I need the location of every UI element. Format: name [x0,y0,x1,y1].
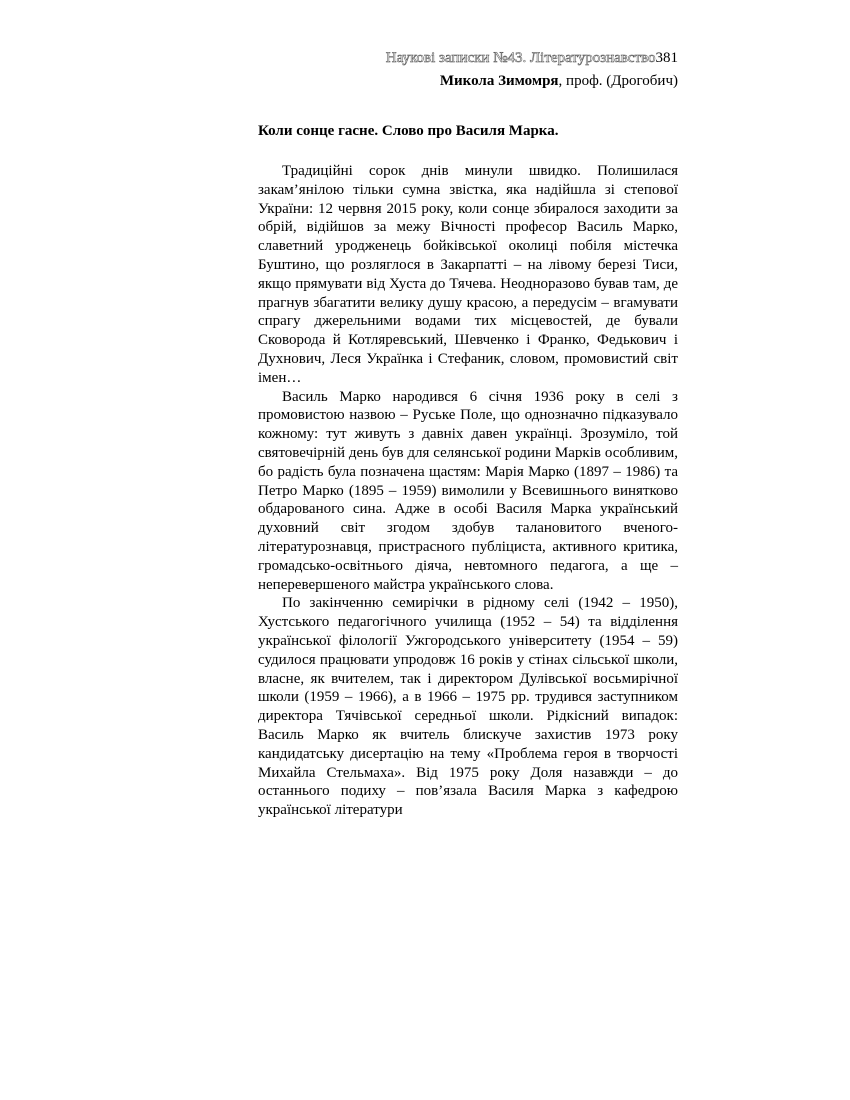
article-title: Коли сонце гасне. Слово про Василя Марка. [258,123,559,139]
page-number: 381 [655,50,678,66]
author-byline [440,73,678,90]
article-body [258,162,678,820]
author-name: Микола Зимомря [439,73,559,89]
paragraph-1: Традиційні сорок днів минули швидко. Полишилася закам’янілою тільки сумна звістка, яка надійшла зі степової України: 12 червня 2015 року, коли сонце збиралося заходити за обрій, відійшов за межу Вічності професор Василь Марко, славетний уродженець бойківської околиці побіля містечка Буштино, що розляглося в Закарпатті – на лівому березі Тиси, якщо прямувати від Хуста до Тячева. Неодноразово бував там, де прагнув збагатити велику душу красою, а передусім – вгамувати спрагу джерельними водами тих місцевостей, де бували Сковорода й Котляревський, Шевченко і Франко, Федькович і Духнович, Леся Українка і Стефаник, словом, промовистий світ імен… [258,163,678,386]
journal-title: Наукові записки №43. Літературознавство [385,50,656,66]
author-affiliation: , проф. (Дрогобич) [558,73,678,89]
running-header [386,50,678,67]
paragraph-3: По закінченню семирічки в рідному селі (1942 – 1950), Хустського педагогічного училища (1952 – 54) та відділення української філології Ужгородського університету (1954 – 59) судилося працювати упродовж 16 років у стінах сільської школи, власне, як вчителем, так і директором Дулівської восьмирічної школи (1959 – 1966), а в 1966 – 1975 рр. трудився заступником директора Тячівської середньої школи. Рідкісний випадок: Василь Марко як вчитель блискуче захистив 1973 року кандидатську дисертацію на тему «Проблема героя в творчості Михайла Стельмаха». Від 1975 року Доля назавжди – до останнього подиху – пов’язала Василя Марка з кафедрою української літератури [258,595,678,819]
paragraph-2: Василь Марко народився 6 січня 1936 року в селі з промовистою назвою – Руське Поле, що однозначно підказувало кожному: тут живуть з давніх давен українці. Зрозуміло, той святовечірній день був для селянської родини Марків особливим, бо радість була позначена щастям: Марія Марко (1897 – 1986) та Петро Марко (1895 – 1959) вимолили у Всевишнього винятково обдарованого сина. Адже в особі Василя Марка український духовний світ згодом здобув талановитого вченого-літературознавця, пристрасного публіциста, активного критика, громадсько-освітнього діяча, невтомного педагога, а ще – неперевершеного майстра українського слова. [258,388,678,593]
